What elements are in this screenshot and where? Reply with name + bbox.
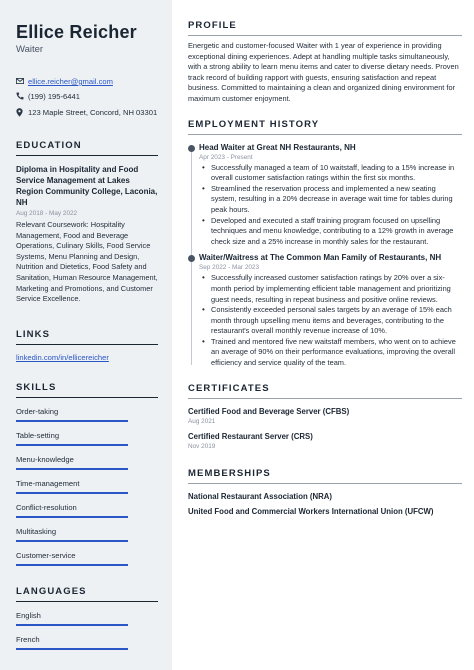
candidate-name: Ellice Reicher <box>16 22 137 42</box>
job-title: Waiter/Waitress at The Common Man Family of Restaurants, NH <box>199 253 442 263</box>
membership-item: National Restaurant Association (NRA) <box>188 491 332 501</box>
skill-name: Conflict-resolution <box>16 502 77 512</box>
language-level-bar <box>16 624 128 626</box>
skill-item <box>16 407 158 422</box>
job-entry <box>188 143 462 248</box>
job-dates: Sep 2022 - Mar 2023 <box>199 264 260 272</box>
skill-level-fill <box>16 420 128 422</box>
job-bullet: • Developed and executed a staff training program focused on upselling techniques and menu knowledge, contributing to a 12% growth in average check size and a 25% increase in monthly sales for the restaurant. <box>199 216 462 248</box>
skills-section <box>16 382 158 566</box>
employment-heading: EMPLOYMENT HISTORY <box>188 119 462 135</box>
employment-timeline <box>188 143 462 369</box>
skill-item <box>16 503 158 518</box>
job-bullets <box>199 273 462 368</box>
skill-level-fill <box>16 516 128 518</box>
job-dates: Apr 2023 - Present <box>199 153 253 161</box>
certificates-list <box>188 407 462 450</box>
skill-item <box>16 551 158 566</box>
skills-heading: SKILLS <box>16 382 158 398</box>
job-bullet: • Trained and mentored five new waitstaff members, who went on to achieve an average of 90% on their performance evaluations, improving the overall efficiency and service quality of the team. <box>199 337 462 369</box>
skill-level-bar <box>16 564 128 566</box>
job-title: Head Waiter at Great NH Restaurants, NH <box>199 142 356 152</box>
contact-address-row <box>16 108 158 120</box>
certificate-title: Certified Food and Beverage Server (CFBS) <box>188 406 350 416</box>
language-item <box>16 611 158 626</box>
skill-name: Menu-knowledge <box>16 454 74 464</box>
linkedin-link[interactable]: linkedin.com/in/ellicereicher <box>16 352 109 362</box>
job-bullet: • Successfully managed a team of 10 waitstaff, leading to a 15% increase in overall customer satisfaction ratings within the first six months. <box>199 163 462 184</box>
certificate-item <box>188 407 462 425</box>
skill-level-bar <box>16 468 128 470</box>
certificate-title: Certified Restaurant Server (CRS) <box>188 431 313 441</box>
membership-item: United Food and Commercial Workers International Union (UFCW) <box>188 506 434 516</box>
memberships-list <box>188 492 462 517</box>
skill-item <box>16 479 158 494</box>
skill-level-bar <box>16 420 128 422</box>
education-heading: EDUCATION <box>16 140 158 156</box>
languages-list <box>16 611 158 650</box>
job-bullet: • Consistently exceeded personal sales targets by an average of 15% each month through upselling menu items and beverages, contributing to the restaurant's overall monthly revenue increase of 10%. <box>199 305 462 337</box>
contact-block <box>16 77 158 120</box>
map-pin-icon <box>16 108 28 120</box>
languages-section <box>16 586 158 650</box>
skill-name: Multitasking <box>16 526 57 536</box>
languages-heading: LANGUAGES <box>16 586 158 602</box>
education-description: Relevant Coursework: Hospitality Management, Food and Beverage Operations, Culinary Skills, Food Service Systems, Menu Planning and Design, Nutrition and Dietetics, Food Safety and Sanitation, Human Resource Management, Marketing and Promotions, and Customer Service Excellence. <box>16 220 158 304</box>
job-bullet: • Streamlined the reservation process and implemented a new seating system, resulting in a 20% decrease in average wait time for tables during peak hours. <box>199 184 462 216</box>
employment-section <box>188 119 462 369</box>
education-section <box>16 140 158 305</box>
skill-level-fill <box>16 564 128 566</box>
language-item <box>16 635 158 650</box>
contact-email-row <box>16 77 158 87</box>
timeline-dot-icon <box>188 255 195 262</box>
links-heading: LINKS <box>16 329 158 345</box>
certificates-heading: CERTIFICATES <box>188 383 462 399</box>
address-text: 123 Maple Street, Concord, NH 03301 <box>28 108 158 117</box>
skill-name: Table-setting <box>16 430 60 440</box>
education-dates: Aug 2018 - May 2022 <box>16 210 78 217</box>
skill-name: Time-management <box>16 478 80 488</box>
phone-number: (199) 195-6441 <box>28 92 80 101</box>
skill-item <box>16 527 158 542</box>
certificate-item <box>188 432 462 450</box>
language-level-bar <box>16 648 128 650</box>
skill-item <box>16 431 158 446</box>
contact-phone-row <box>16 92 158 103</box>
skill-level-fill <box>16 468 128 470</box>
job-bullet: • Successfully increased customer satisfaction ratings by 20% over a six-month period by implementing efficient table management and prioritizing guest needs, resulting in repeat business and positive online reviews. <box>199 273 462 305</box>
skill-level-bar <box>16 540 128 542</box>
skill-name: Order-taking <box>16 406 59 416</box>
certificate-date: Nov 2019 <box>188 442 216 450</box>
skill-item <box>16 455 158 470</box>
skill-name: Customer-service <box>16 550 76 560</box>
skill-level-fill <box>16 492 128 494</box>
links-section <box>16 329 158 362</box>
envelope-icon <box>16 77 28 87</box>
profile-text: Energetic and customer-focused Waiter with 1 year of experience in providing exceptional dining experiences. Adept at handling multiple tasks simultaneously, with a strong ability to learn menu items and cater to diverse dietary needs. Proven track record of building rapport with guests, ensuring satisfaction and repeat business. Committed to maintaining a clean and organized dining environment for maximum customer enjoyment. <box>188 41 459 103</box>
memberships-heading: MEMBERSHIPS <box>188 468 462 484</box>
email-link[interactable]: ellice.reicher@gmail.com <box>28 77 113 86</box>
job-entry <box>188 253 462 368</box>
skill-level-fill <box>16 444 128 446</box>
skill-level-bar <box>16 492 128 494</box>
memberships-section <box>188 468 462 517</box>
certificate-date: Aug 2021 <box>188 417 216 425</box>
education-degree: Diploma in Hospitality and Food Service Management at Lakes Region Community College, Laconia, NH <box>16 165 158 207</box>
sidebar <box>0 0 172 670</box>
main-column <box>172 0 474 670</box>
phone-icon <box>16 92 28 103</box>
language-name: French <box>16 634 40 644</box>
skill-level-bar <box>16 516 128 518</box>
profile-section <box>188 20 462 105</box>
candidate-role: Waiter <box>16 44 44 55</box>
profile-heading: PROFILE <box>188 20 462 36</box>
skills-list <box>16 407 158 566</box>
timeline-dot-icon <box>188 145 195 152</box>
skill-level-bar <box>16 444 128 446</box>
certificates-section <box>188 383 462 450</box>
skill-level-fill <box>16 540 128 542</box>
language-name: English <box>16 610 41 620</box>
job-bullets <box>199 163 462 248</box>
language-level-fill <box>16 648 128 650</box>
language-level-fill <box>16 624 128 626</box>
